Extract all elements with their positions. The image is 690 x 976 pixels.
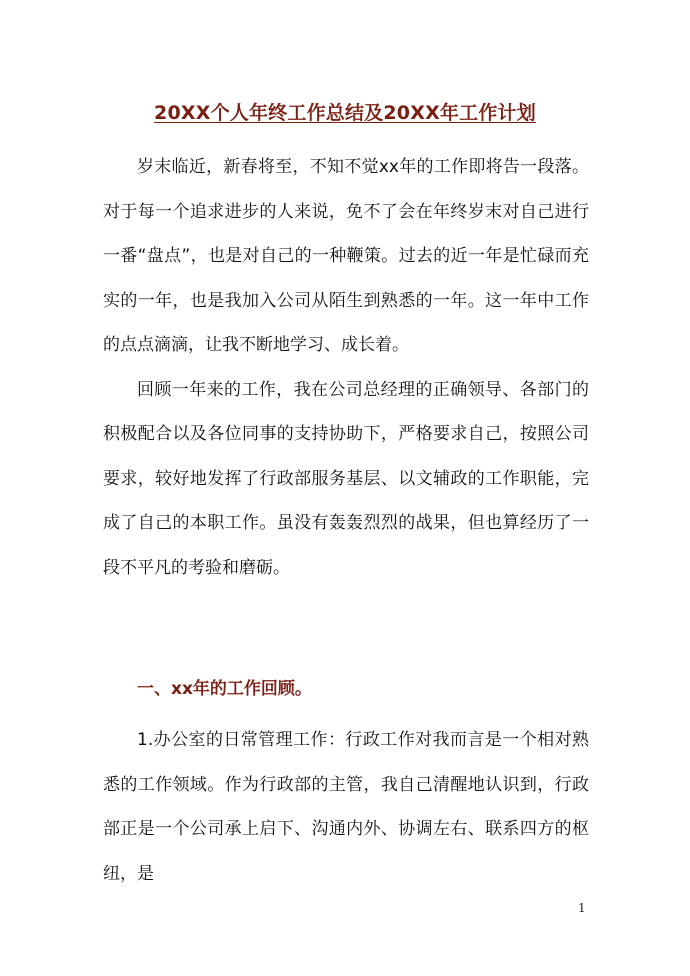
section-body — [103, 718, 589, 896]
section-heading: 一、xx年的工作回顾。 — [137, 679, 312, 699]
document-title — [0, 98, 690, 125]
page-number: 1 — [578, 901, 586, 915]
paragraph-intro: 岁末临近，新春将至，不知不觉xx年的工作即将告一段落。对于每一个追求进步的人来说，免不了会在年终岁末对自己进行一番“盘点”，也是对自己的一种鞭策。过去的近一年是忙碌而充实的一年，也是我加入公司从陌生到熟悉的一年。这一年中工作的点点滴滴，让我不断地学习、成长着。 — [103, 157, 589, 355]
paragraph-review: 回顾一年来的工作，我在公司总经理的正确领导、各部门的积极配合以及各位同事的支持协助下，严格要求自己，按照公司要求，较好地发挥了行政部服务基层、以文辅政的工作职能，完成了自己的本职工作。虽没有轰轰烈烈的战果，但也算经历了一段不平凡的考验和磨砺。 — [103, 379, 589, 578]
paragraph-office-management: 1.办公室的日常管理工作：行政工作对我而言是一个相对熟悉的工作领域。作为行政部的主管，我自己清醒地认识到，行政部正是一个公司承上启下、沟通内外、协调左右、联系四方的枢纽，是 — [103, 730, 589, 884]
document-title-text: 20XX个人年终工作总结及20XX年工作计划 — [154, 102, 536, 124]
intro-body — [103, 145, 589, 590]
